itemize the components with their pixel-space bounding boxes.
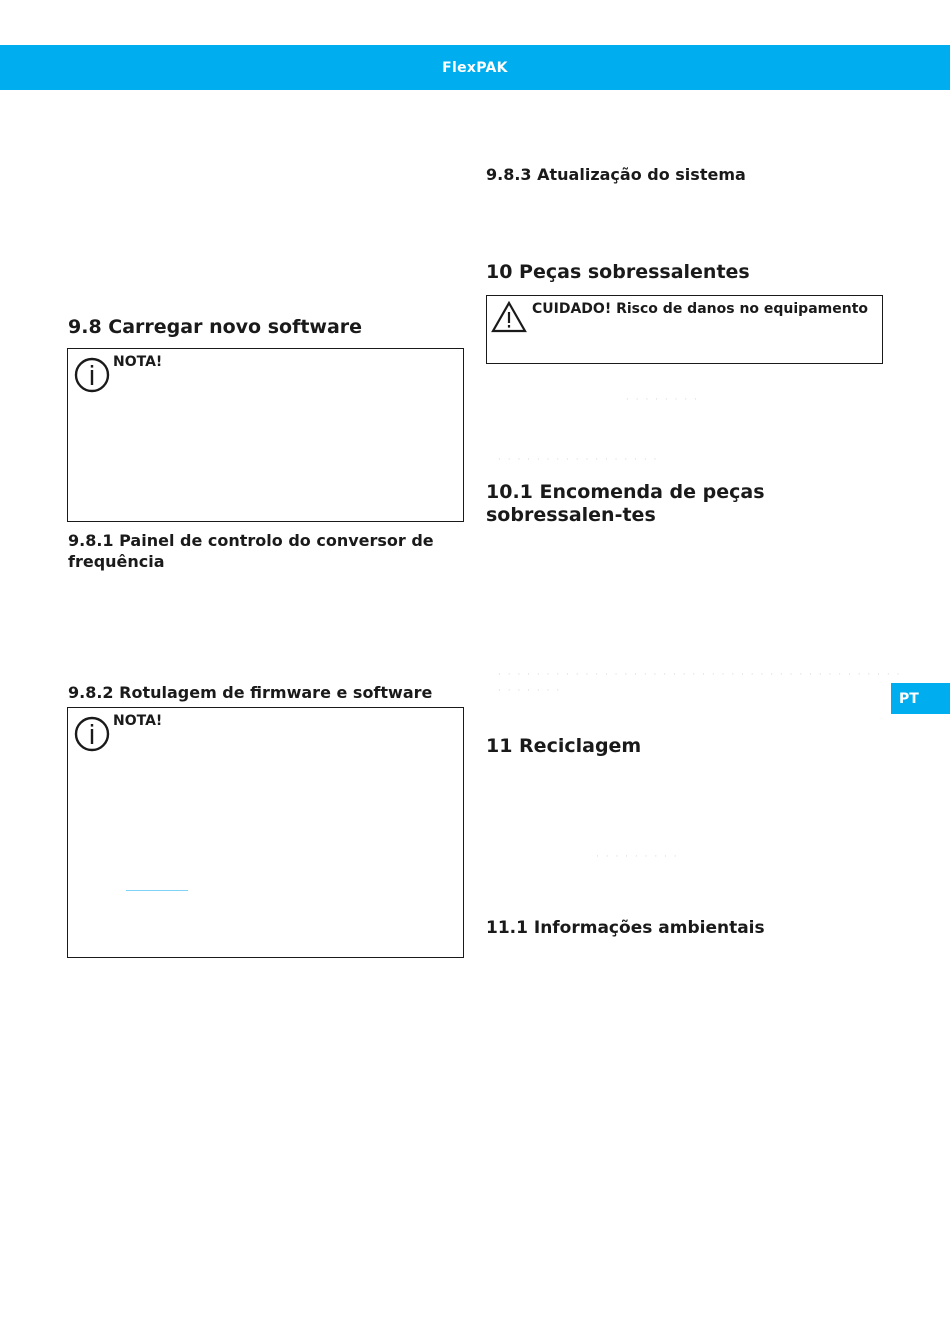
section-11-title: 11 Reciclagem <box>486 735 642 757</box>
note-box-2 <box>67 707 464 958</box>
section-11-1-title: 11.1 Informações ambientais <box>486 918 765 938</box>
faint-text-mark: · · · · · · · · · · · · · · · · · <box>498 455 659 465</box>
section-9-8-3-title: 9.8.3 Atualização do sistema <box>486 165 746 184</box>
section-9-8-title: 9.8 Carregar novo software <box>68 316 363 338</box>
faint-text-mark: · · · · · · · · <box>626 395 699 405</box>
warning-icon <box>491 301 527 333</box>
info-icon <box>74 357 110 393</box>
note-label: NOTA! <box>113 354 163 370</box>
language-tab-pt[interactable] <box>891 683 950 714</box>
caution-box <box>486 295 883 364</box>
faint-text-mark: · · · · · · · · · <box>596 852 679 862</box>
section-10-1-title: 10.1 Encomenda de peças sobressalen-tes <box>486 481 765 526</box>
section-9-8-2-title: 9.8.2 Rotulagem de firmware e software <box>68 683 433 702</box>
section-10-title: 10 Peças sobressalentes <box>486 261 750 283</box>
language-tab-label: PT <box>899 690 919 707</box>
caution-label: CUIDADO! Risco de danos no equipamento <box>532 301 869 317</box>
faint-text-mark: · · · · · · · <box>498 686 562 696</box>
note-label: NOTA! <box>113 713 163 729</box>
faint-link-underline <box>126 890 188 891</box>
note-box-1 <box>67 348 464 522</box>
faint-text-mark: · · · · · · · · · · · · · · · · · · · · · · · · · · · · · · · · · · · · · · · · · · <box>498 670 902 680</box>
header-title: FlexPAK <box>442 59 508 76</box>
section-9-8-1-title: 9.8.1 Painel de controlo do conversor de frequência <box>68 531 434 571</box>
header-bar <box>0 45 950 90</box>
info-icon <box>74 716 110 752</box>
